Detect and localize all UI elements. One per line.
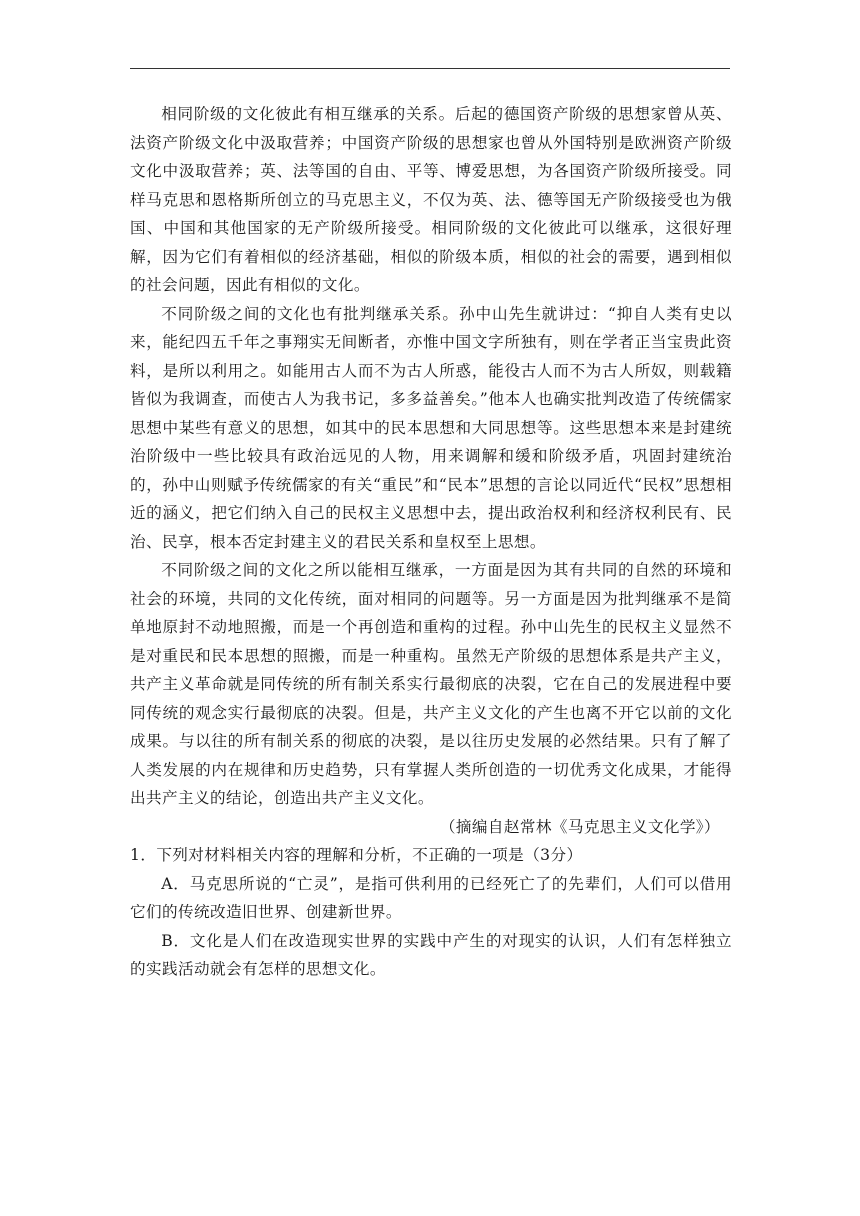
paragraph-2: 不同阶级之间的文化也有批判继承关系。孙中山先生就讲过：“抑自人类有史以来，能纪四五千年之事翔实无间断者，亦惟中国文字所独有，则在学者正当宝贵此资料，是所以利用之。如能用古人而不为古人所惑，能役古人而不为古人所奴，则载籍皆似为我调查，而使古人为我书记，多多益善矣。”他本人也确实批判改造了传统儒家思想中某些有意义的思想，如其中的民本思想和大同思想等。这些思想本来是封建统治阶级中一些比较具有政治远见的人物，用来调解和缓和阶级矛盾，巩固封建统治的，孙中山则赋予传统儒家的有关“重民”和“民本”思想的言论以同近代“民权”思想相近的涵义，把它们纳入自己的民权主义思想中去，提出政治权利和经济权利民有、民治、民享，根本否定封建主义的君民关系和皇权至上思想。 [130,304,732,551]
header-rule [130,68,730,69]
option-b: B．文化是人们在改造现实世界的实践中产生的对现实的认识，人们有怎样独立的实践活动就会有怎样的思想文化。 [130,931,732,978]
document-body [130,100,732,984]
paragraph-1: 相同阶级的文化彼此有相互继承的关系。后起的德国资产阶级的思想家曾从英、法资产阶级文化中汲取营养；中国资产阶级的思想家也曾从外国特别是欧洲资产阶级文化中汲取营养；英、法等国的自由、平等、博爱思想，为各国资产阶级所接受。同样马克思和恩格斯所创立的马克思主义，不仅为英、法、德等国无产阶级接受也为俄国、中国和其他国家的无产阶级所接受。相同阶级的文化彼此可以继承，这很好理解，因为它们有着相似的经济基础，相似的阶级本质，相似的社会的需要，遇到相似的社会问题，因此有相似的文化。 [130,105,732,294]
question-1: 1．下列对材料相关内容的理解和分析，不正确的一项是（3分） [130,846,583,864]
option-a: A．马克思所说的“亡灵”，是指可供利用的已经死亡了的先辈们，人们可以借用它们的传统改造旧世界、创建新世界。 [130,874,732,921]
source-citation: （摘编自赵常林《马克思主义文化学》） [439,817,720,836]
paragraph-3: 不同阶级之间的文化之所以能相互继承，一方面是因为其有共同的自然的环境和社会的环境，共同的文化传统，面对相同的问题等。另一方面是因为批判继承不是简单地原封不动地照搬，而是一个再创造和重构的过程。孙中山先生的民权主义显然不是对重民和民本思想的照搬，而是一种重构。虽然无产阶级的思想体系是共产主义，共产主义革命就是同传统的所有制关系实行最彻底的决裂，它在自己的发展进程中要同传统的观念实行最彻底的决裂。但是，共产主义文化的产生也离不开它以前的文化成果。与以往的所有制关系的彻底的决裂，是以往历史发展的必然结果。只有了解了人类发展的内在规律和历史趋势，只有掌握人类所创造的一切优秀文化成果，才能得出共产主义的结论，创造出共产主义文化。 [130,561,732,807]
